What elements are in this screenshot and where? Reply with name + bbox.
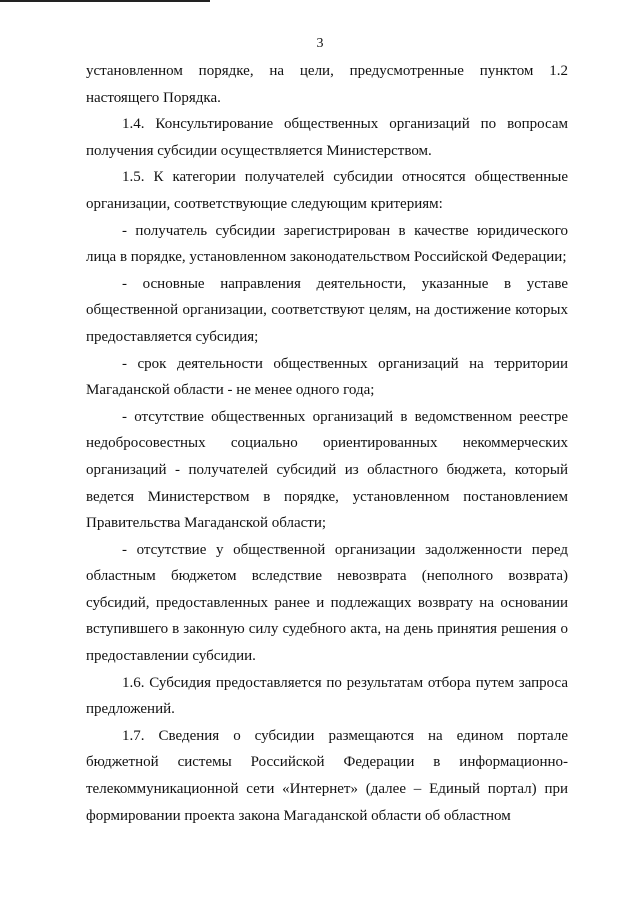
criterion-no-debt: - отсутствие у общественной организации задолженности перед областным бюджетом вследствие невозврата (неполного возврата) субсидий, предоставленных ранее и подлежащих возврату на основании вступившего в законную силу судебного акта, на день принятия решения о предоставлении субсидии. bbox=[86, 541, 568, 665]
criterion-registration: - получатель субсидии зарегистрирован в качестве юридического лица в порядке, установленном законодательством Российской Федерации; bbox=[86, 222, 568, 266]
paragraph-1-5: 1.5. К категории получателей субсидии относятся общественные организации, соответствующие следующим критериям: bbox=[86, 169, 568, 212]
paragraph-1-7: 1.7. Сведения о субсидии размещаются на едином портале бюджетной системы Российской Федерации в информационно-телекоммуникационной сети «Интернет» (далее – Единый портал) при формировании проекта закона Магаданской области об областном bbox=[86, 727, 568, 824]
paragraph-continuation: установленном порядке, на цели, предусмотренные пунктом 1.2 настоящего Порядка. bbox=[86, 63, 568, 106]
paragraph-1-4: 1.4. Консультирование общественных организаций по вопросам получения субсидии осуществляется Министерством. bbox=[86, 116, 568, 159]
criterion-activity-directions: - основные направления деятельности, указанные в уставе общественной организации, соответствуют целям, на достижение которых предоставляется субсидия; bbox=[86, 275, 568, 345]
document-body bbox=[86, 58, 568, 829]
criterion-registry-absence: - отсутствие общественных организаций в ведомственном реестре недобросовестных социально ориентированных некоммерческих организаций - получателей субсидий из областного бюджета, который ведется Министерством в порядке, установленном постановлением Правительства Магаданской области; bbox=[86, 408, 568, 532]
criterion-activity-term: - срок деятельности общественных организаций на территории Магаданской области - не менее одного года; bbox=[86, 355, 568, 399]
page-number: 3 bbox=[316, 36, 324, 51]
paragraph-1-6: 1.6. Субсидия предоставляется по результатам отбора путем запроса предложений. bbox=[86, 674, 568, 718]
header-rule bbox=[0, 0, 210, 2]
